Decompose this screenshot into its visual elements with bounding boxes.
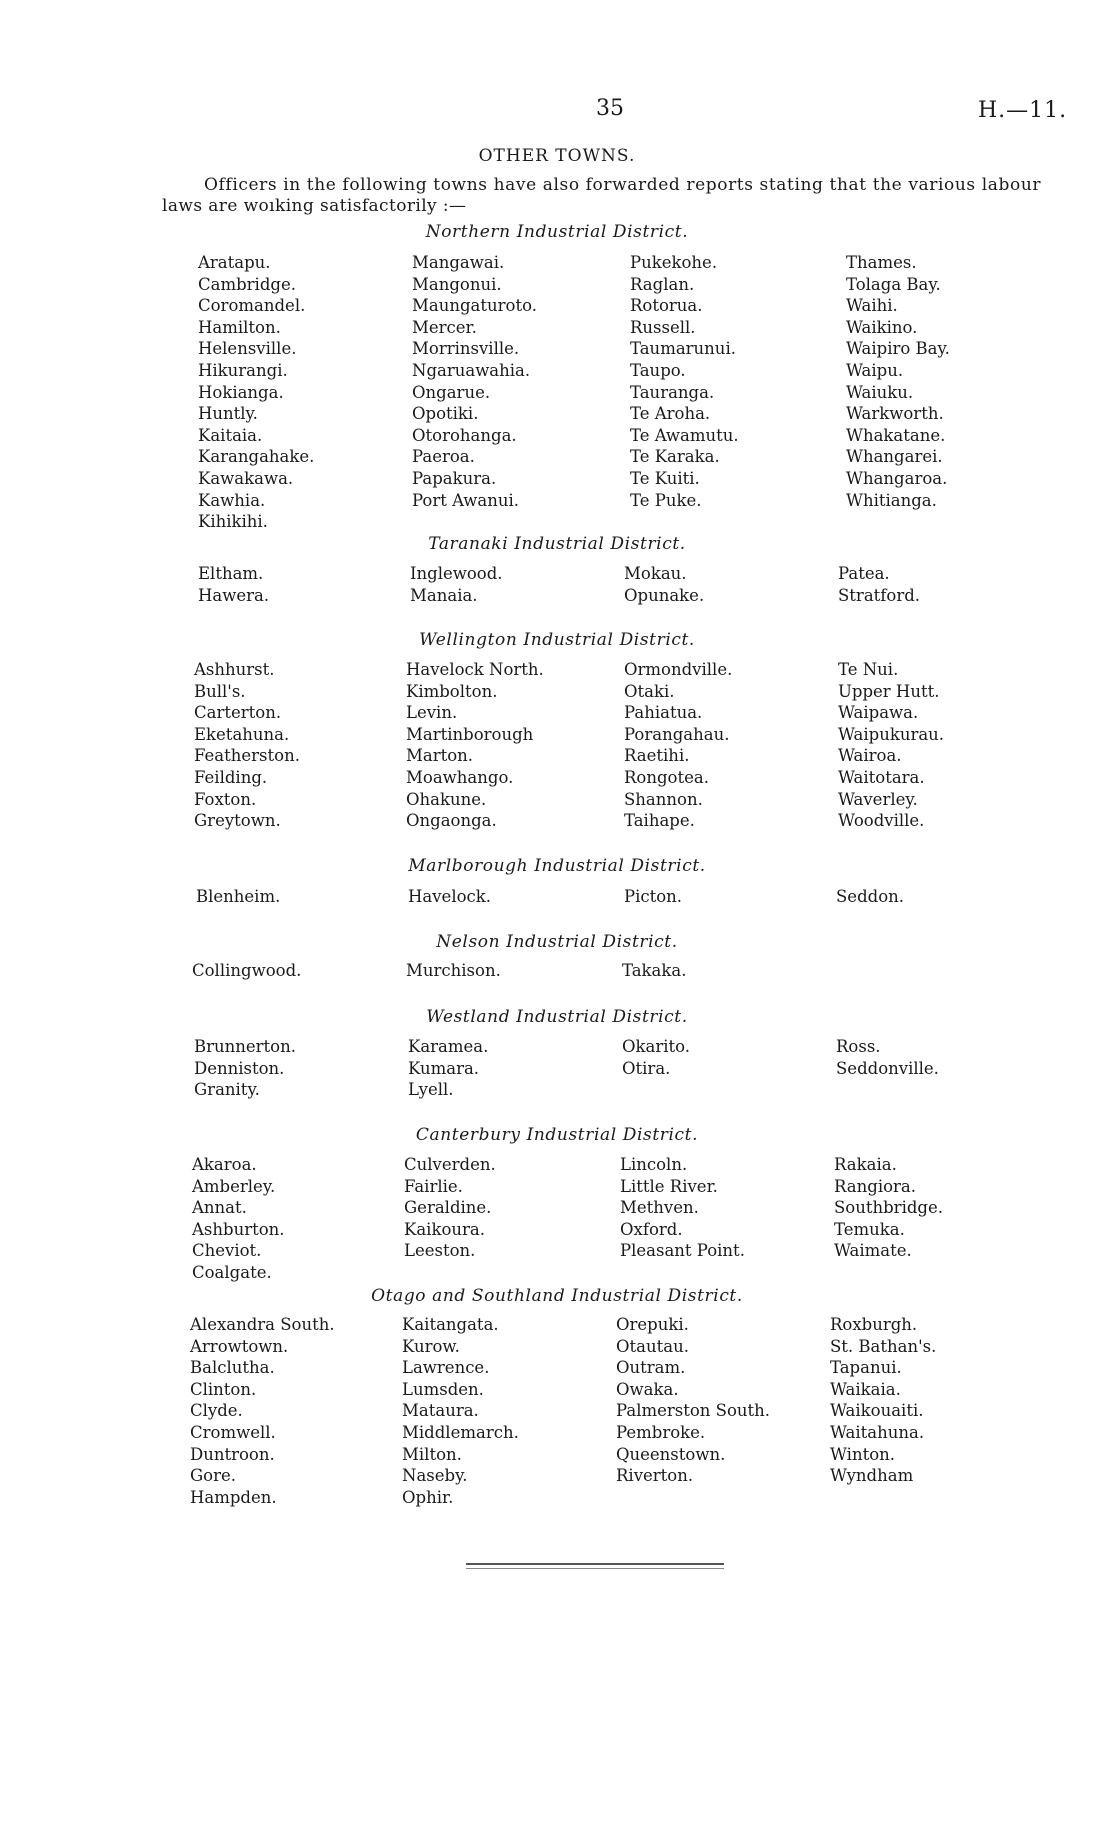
town-name: Okarito. (622, 1037, 691, 1056)
town-name: Blenheim. (196, 887, 281, 906)
town-name: Waiuku. (846, 382, 914, 402)
town-name: Porangahau. (624, 724, 730, 744)
town-name: Hawera. (198, 585, 270, 605)
town-name: Bull's. (194, 681, 246, 701)
town-name: Wairoa. (838, 746, 902, 766)
town-name: Waikino. (846, 317, 918, 337)
town-name: Hokianga. (198, 382, 284, 402)
town-column-2 (410, 563, 503, 606)
town-name: Palmerston South. (616, 1401, 771, 1421)
town-name: Huntly. (198, 404, 258, 424)
town-column-4 (838, 563, 920, 606)
town-name: Waipiro Bay. (846, 339, 950, 359)
town-name: Mokau. (624, 564, 687, 583)
town-name: Lyell. (408, 1080, 454, 1100)
town-name: Waimate. (834, 1241, 912, 1261)
town-name: Inglewood. (410, 564, 503, 583)
town-name: Otaki. (624, 681, 675, 701)
town-name: Mataura. (402, 1401, 479, 1421)
town-name: Seddonville. (836, 1058, 939, 1078)
town-name: Alexandra South. (190, 1315, 335, 1334)
town-name: Opotiki. (412, 404, 479, 424)
town-name: Te Kuiti. (630, 468, 700, 488)
town-name: Pukekohe. (630, 253, 718, 272)
town-name: Temuka. (834, 1219, 905, 1239)
town-name: Ross. (836, 1037, 881, 1056)
district-heading: Westland Industrial District. (426, 1007, 688, 1027)
town-name: Coromandel. (198, 296, 306, 316)
town-name: Whangaroa. (846, 468, 948, 488)
town-name: Balclutha. (190, 1358, 275, 1378)
town-name: Clinton. (190, 1379, 257, 1399)
town-name: Annat. (192, 1198, 247, 1218)
town-name: Havelock. (408, 887, 492, 906)
town-name: Lincoln. (620, 1155, 688, 1174)
town-name: Carterton. (194, 703, 282, 723)
town-column-2 (406, 659, 544, 832)
town-column-3 (624, 886, 682, 908)
town-column-2 (404, 1154, 496, 1262)
town-name: Helensville. (198, 339, 297, 359)
town-name: Geraldine. (404, 1198, 492, 1218)
town-name: Naseby. (402, 1466, 468, 1486)
town-name: Waikaia. (830, 1379, 901, 1399)
intro-line-1: Officers in the following towns have also forwarded reports stating that the various labour (204, 175, 1042, 195)
town-name: Otira. (622, 1058, 671, 1078)
town-name: Te Nui. (838, 660, 899, 679)
town-name: Brunnerton. (194, 1037, 296, 1056)
town-name: Middlemarch. (402, 1422, 519, 1442)
town-name: Te Aroha. (630, 404, 711, 424)
town-column-2 (408, 886, 491, 908)
town-name: Eltham. (198, 564, 264, 583)
town-column-2 (406, 960, 501, 982)
town-name: Ormondville. (624, 660, 733, 679)
town-name: Mangonui. (412, 274, 502, 294)
town-name: Cheviot. (192, 1241, 262, 1261)
town-name: Mangawai. (412, 253, 505, 272)
town-name: Wyndham (830, 1466, 914, 1486)
town-name: Riverton. (616, 1466, 694, 1486)
town-name: Waverley. (838, 789, 918, 809)
town-name: Tapanui. (830, 1358, 902, 1378)
town-name: Whakatane. (846, 425, 946, 445)
town-name: Rongotea. (624, 767, 709, 787)
town-name: Whangarei. (846, 447, 943, 467)
town-name: Rangiora. (834, 1176, 917, 1196)
town-name: Waitahuna. (830, 1422, 925, 1442)
town-name: Outram. (616, 1358, 686, 1378)
town-name: Martinborough (406, 724, 534, 744)
town-column-1 (198, 563, 269, 606)
town-name: Coalgate. (192, 1262, 272, 1282)
closing-rule-thin (466, 1568, 724, 1569)
district-heading: Otago and Southland Industrial District. (371, 1286, 743, 1306)
town-name: Ohakune. (406, 789, 487, 809)
town-name: Waihi. (846, 296, 898, 316)
town-name: Culverden. (404, 1155, 496, 1174)
town-column-3 (624, 563, 704, 606)
closing-rule (466, 1563, 724, 1565)
town-name: Ongarue. (412, 382, 491, 402)
town-column-1 (192, 960, 301, 982)
town-column-4 (846, 252, 950, 511)
town-name: Kaitaia. (198, 425, 263, 445)
town-name: Orepuki. (616, 1315, 689, 1334)
intro-line-2: laws are woıking satisfactorily :— (162, 196, 467, 216)
town-name: Ngaruawahia. (412, 360, 531, 380)
town-name: Gore. (190, 1466, 237, 1486)
town-name: Waipawa. (838, 703, 919, 723)
town-name: Denniston. (194, 1058, 285, 1078)
town-name: Thames. (846, 253, 917, 272)
town-name: Taumarunui. (630, 339, 736, 359)
town-name: Stratford. (838, 585, 921, 605)
town-column-1 (192, 1154, 285, 1284)
town-column-1 (190, 1314, 335, 1508)
town-name: Duntroon. (190, 1444, 275, 1464)
town-name: Te Awamutu. (630, 425, 739, 445)
town-name: Hampden. (190, 1487, 277, 1507)
town-name: Kawakawa. (198, 468, 294, 488)
town-name: Cromwell. (190, 1422, 276, 1442)
town-name: Ongaonga. (406, 811, 497, 831)
town-name: Aratapu. (198, 253, 271, 272)
town-column-2 (402, 1314, 519, 1508)
town-column-3 (622, 1036, 690, 1079)
town-name: Woodville. (838, 811, 925, 831)
town-name: Ashhurst. (194, 660, 275, 679)
town-name: Manaia. (410, 585, 478, 605)
town-name: Otautau. (616, 1336, 689, 1356)
town-name: Kawhia. (198, 490, 266, 510)
town-name: Karamea. (408, 1037, 489, 1056)
town-name: Te Karaka. (630, 447, 720, 467)
town-name: Kihikihi. (198, 512, 268, 532)
town-name: Queenstown. (616, 1444, 726, 1464)
town-name: Featherston. (194, 746, 300, 766)
town-column-4 (834, 1154, 943, 1262)
page-title: OTHER TOWNS. (478, 146, 636, 166)
town-name: Pleasant Point. (620, 1241, 745, 1261)
town-name: Port Awanui. (412, 490, 520, 510)
town-name: Lawrence. (402, 1358, 490, 1378)
town-column-2 (408, 1036, 488, 1101)
town-column-3 (620, 1154, 745, 1262)
town-name: Ophir. (402, 1487, 454, 1507)
town-name: Tolaga Bay. (846, 274, 941, 294)
town-name: Taupo. (630, 360, 686, 380)
town-name: Patea. (838, 564, 890, 583)
page-number: 35 (596, 96, 624, 121)
town-column-2 (412, 252, 537, 511)
town-name: Foxton. (194, 789, 257, 809)
document-reference: H.—11. (978, 98, 1068, 123)
town-name: Tauranga. (630, 382, 715, 402)
town-name: Taihape. (624, 811, 695, 831)
district-heading: Nelson Industrial District. (436, 932, 678, 952)
town-name: Shannon. (624, 789, 703, 809)
town-name: Kaitangata. (402, 1315, 499, 1334)
town-name: Hikurangi. (198, 360, 288, 380)
town-name: Pembroke. (616, 1422, 706, 1442)
town-name: Little River. (620, 1176, 718, 1196)
town-name: Whitianga. (846, 490, 937, 510)
town-name: Lumsden. (402, 1379, 484, 1399)
town-name: Eketahuna. (194, 724, 290, 744)
town-name: Raglan. (630, 274, 695, 294)
town-name: Roxburgh. (830, 1315, 918, 1334)
town-name: Opunake. (624, 585, 705, 605)
town-name: Papakura. (412, 468, 497, 488)
town-name: Seddon. (836, 887, 904, 906)
town-name: Moawhango. (406, 767, 514, 787)
town-name: Arrowtown. (190, 1336, 289, 1356)
town-column-4 (836, 886, 904, 908)
town-name: Waipu. (846, 360, 904, 380)
town-name: Hamilton. (198, 317, 281, 337)
town-column-1 (194, 659, 300, 832)
town-name: Marton. (406, 746, 474, 766)
intro-paragraph (162, 175, 1062, 217)
town-name: Murchison. (406, 961, 501, 980)
town-name: Karangahake. (198, 447, 315, 467)
town-column-1 (194, 1036, 296, 1101)
town-name: Picton. (624, 887, 683, 906)
town-name: Clyde. (190, 1401, 243, 1421)
town-name: Oxford. (620, 1219, 683, 1239)
town-name: Paeroa. (412, 447, 475, 467)
town-name: Granity. (194, 1080, 260, 1100)
town-name: Raetihi. (624, 746, 690, 766)
town-name: Kimbolton. (406, 681, 498, 701)
town-name: St. Bathan's. (830, 1336, 937, 1356)
town-column-1 (196, 886, 280, 908)
town-name: Rakaia. (834, 1155, 897, 1174)
town-name: Upper Hutt. (838, 681, 940, 701)
town-column-4 (830, 1314, 936, 1487)
town-name: Russell. (630, 317, 696, 337)
town-name: Akaroa. (192, 1155, 257, 1174)
town-name: Te Puke. (630, 490, 702, 510)
town-column-3 (630, 252, 739, 511)
town-name: Waitotara. (838, 767, 925, 787)
town-name: Amberley. (192, 1176, 276, 1196)
town-name: Havelock North. (406, 660, 544, 679)
town-name: Fairlie. (404, 1176, 463, 1196)
town-name: Owaka. (616, 1379, 679, 1399)
district-heading: Canterbury Industrial District. (415, 1125, 699, 1145)
district-heading: Northern Industrial District. (425, 222, 689, 242)
town-name: Milton. (402, 1444, 462, 1464)
town-column-3 (624, 659, 732, 832)
town-name: Methven. (620, 1198, 699, 1218)
town-name: Warkworth. (846, 404, 944, 424)
district-heading: Marlborough Industrial District. (408, 856, 706, 876)
town-name: Kurow. (402, 1336, 460, 1356)
town-name: Otorohanga. (412, 425, 517, 445)
town-name: Takaka. (622, 961, 687, 980)
town-column-4 (836, 1036, 939, 1079)
town-name: Collingwood. (192, 961, 302, 980)
town-name: Levin. (406, 703, 458, 723)
town-name: Mercer. (412, 317, 477, 337)
town-name: Winton. (830, 1444, 896, 1464)
town-name: Feilding. (194, 767, 268, 787)
town-name: Cambridge. (198, 274, 296, 294)
town-name: Kaikoura. (404, 1219, 485, 1239)
town-name: Kumara. (408, 1058, 480, 1078)
town-name: Greytown. (194, 811, 281, 831)
town-name: Waikouaiti. (830, 1401, 924, 1421)
town-column-3 (622, 960, 686, 982)
district-heading: Wellington Industrial District. (419, 630, 695, 650)
town-name: Morrinsville. (412, 339, 520, 359)
town-name: Southbridge. (834, 1198, 943, 1218)
town-name: Rotorua. (630, 296, 703, 316)
town-name: Waipukurau. (838, 724, 945, 744)
town-column-4 (838, 659, 944, 832)
town-name: Leeston. (404, 1241, 476, 1261)
town-name: Ashburton. (192, 1219, 285, 1239)
town-column-1 (198, 252, 314, 533)
town-column-3 (616, 1314, 770, 1487)
town-name: Maungaturoto. (412, 296, 537, 316)
district-heading: Taranaki Industrial District. (428, 534, 686, 554)
town-name: Pahiatua. (624, 703, 703, 723)
